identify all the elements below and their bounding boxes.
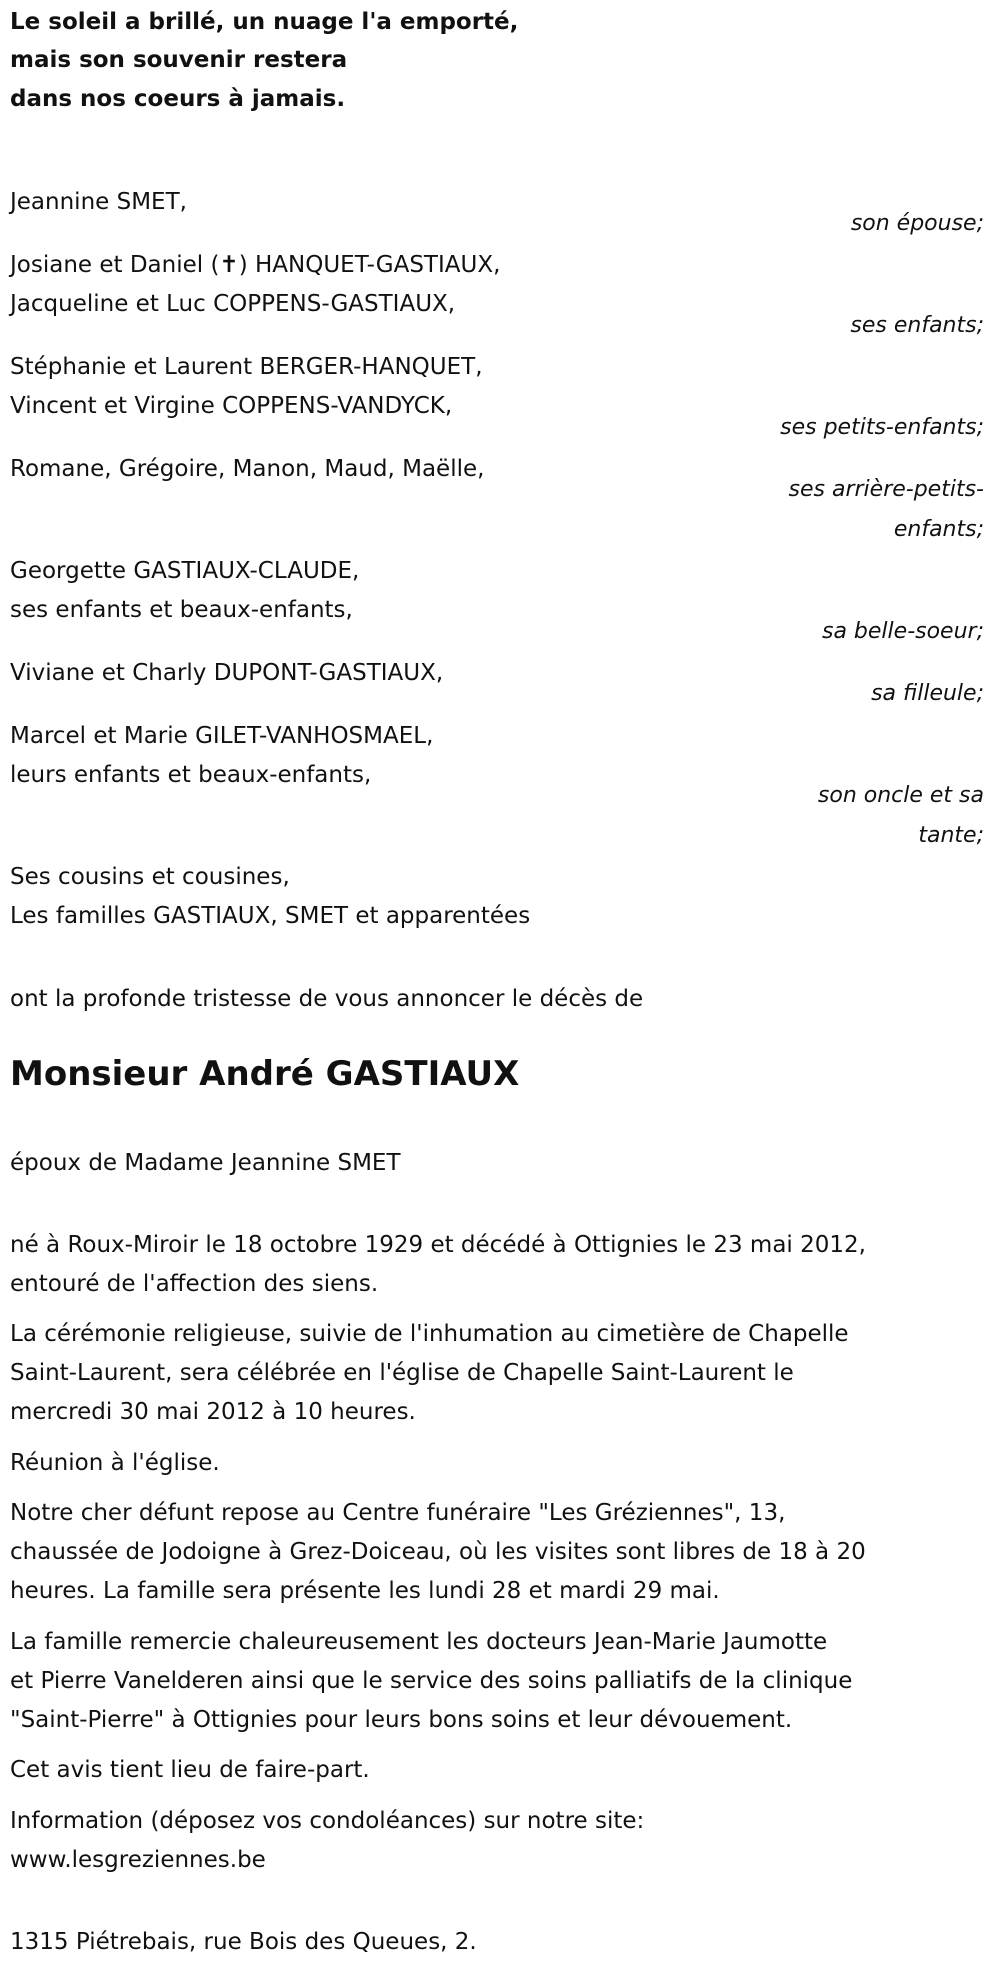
goddaughter-names: Viviane et Charly DUPONT-GASTIAUX,: [10, 660, 444, 686]
uncle-aunt-relation-2: tante;: [918, 823, 984, 848]
sister-in-law-line-1: Georgette GASTIAUX-CLAUDE,: [10, 558, 360, 584]
thanks-line-2: et Pierre Vanelderen ainsi que le service des soins palliatifs de la clinique: [10, 1668, 853, 1694]
others-line-1: Ses cousins et cousines,: [10, 864, 290, 890]
meeting-text: Réunion à l'église.: [10, 1450, 220, 1476]
thanks-line-3: "Saint-Pierre" à Ottignies pour leurs bons soins et leur dévouement.: [10, 1707, 793, 1733]
uncle-aunt-line-1: Marcel et Marie GILET-VANHOSMAEL,: [10, 723, 434, 749]
grandchildren-line-1: Stéphanie et Laurent BERGER-HANQUET,: [10, 354, 483, 380]
sister-in-law-relation: sa belle-soeur;: [822, 619, 984, 644]
sister-in-law-line-2: ses enfants et beaux-enfants,: [10, 597, 353, 623]
great-grandchildren-relation-2: enfants;: [893, 517, 984, 542]
poem-line-3: dans nos coeurs à jamais.: [10, 86, 346, 112]
spouse-name: Jeannine SMET,: [10, 189, 187, 215]
rest-line-2: chaussée de Jodoigne à Grez-Doiceau, où les visites sont libres de 18 à 20: [10, 1539, 866, 1565]
great-grandchildren-relation-1: ses arrière-petits-: [788, 477, 984, 502]
announcement-text: ont la profonde tristesse de vous annoncer le décès de: [10, 986, 644, 1012]
address-text: 1315 Piétrebais, rue Bois des Queues, 2.: [10, 1929, 477, 1955]
spouse-line: époux de Madame Jeannine SMET: [10, 1150, 401, 1176]
grandchildren-line-2: Vincent et Virgine COPPENS-VANDYCK,: [10, 393, 453, 419]
rest-line-3: heures. La famille sera présente les lundi 28 et mardi 29 mai.: [10, 1578, 720, 1604]
birth-death-line-2: entouré de l'affection des siens.: [10, 1271, 379, 1297]
uncle-aunt-relation-1: son oncle et sa: [817, 783, 984, 808]
grandchildren-relation: ses petits-enfants;: [780, 415, 984, 440]
ceremony-line-3: mercredi 30 mai 2012 à 10 heures.: [10, 1399, 416, 1425]
children-relation: ses enfants;: [850, 313, 984, 338]
poem-line-1: Le soleil a brillé, un nuage l'a emporté,: [10, 9, 519, 35]
ceremony-line-2: Saint-Laurent, sera célébrée en l'église de Chapelle Saint-Laurent le: [10, 1360, 794, 1386]
great-grandchildren-names: Romane, Grégoire, Manon, Maud, Maëlle,: [10, 456, 485, 482]
poem-line-2: mais son souvenir restera: [10, 47, 348, 73]
info-line-1: Information (déposez vos condoléances) sur notre site:: [10, 1808, 645, 1834]
deceased-name: Monsieur André GASTIAUX: [10, 1054, 520, 1094]
spouse-relation: son épouse;: [850, 211, 984, 236]
goddaughter-relation: sa filleule;: [871, 681, 984, 706]
children-line-1: Josiane et Daniel (✝) HANQUET-GASTIAUX,: [10, 252, 501, 278]
children-line-2: Jacqueline et Luc COPPENS-GASTIAUX,: [10, 291, 456, 317]
rest-line-1: Notre cher défunt repose au Centre funéraire "Les Gréziennes", 13,: [10, 1500, 786, 1526]
others-line-2: Les familles GASTIAUX, SMET et apparentées: [10, 903, 531, 929]
uncle-aunt-line-2: leurs enfants et beaux-enfants,: [10, 762, 372, 788]
birth-death-line-1: né à Roux-Miroir le 18 octobre 1929 et décédé à Ottignies le 23 mai 2012,: [10, 1232, 866, 1258]
website-link[interactable]: www.lesgreziennes.be: [10, 1847, 266, 1873]
notice-text: Cet avis tient lieu de faire-part.: [10, 1757, 370, 1783]
ceremony-line-1: La cérémonie religieuse, suivie de l'inhumation au cimetière de Chapelle: [10, 1321, 849, 1347]
thanks-line-1: La famille remercie chaleureusement les docteurs Jean-Marie Jaumotte: [10, 1629, 828, 1655]
